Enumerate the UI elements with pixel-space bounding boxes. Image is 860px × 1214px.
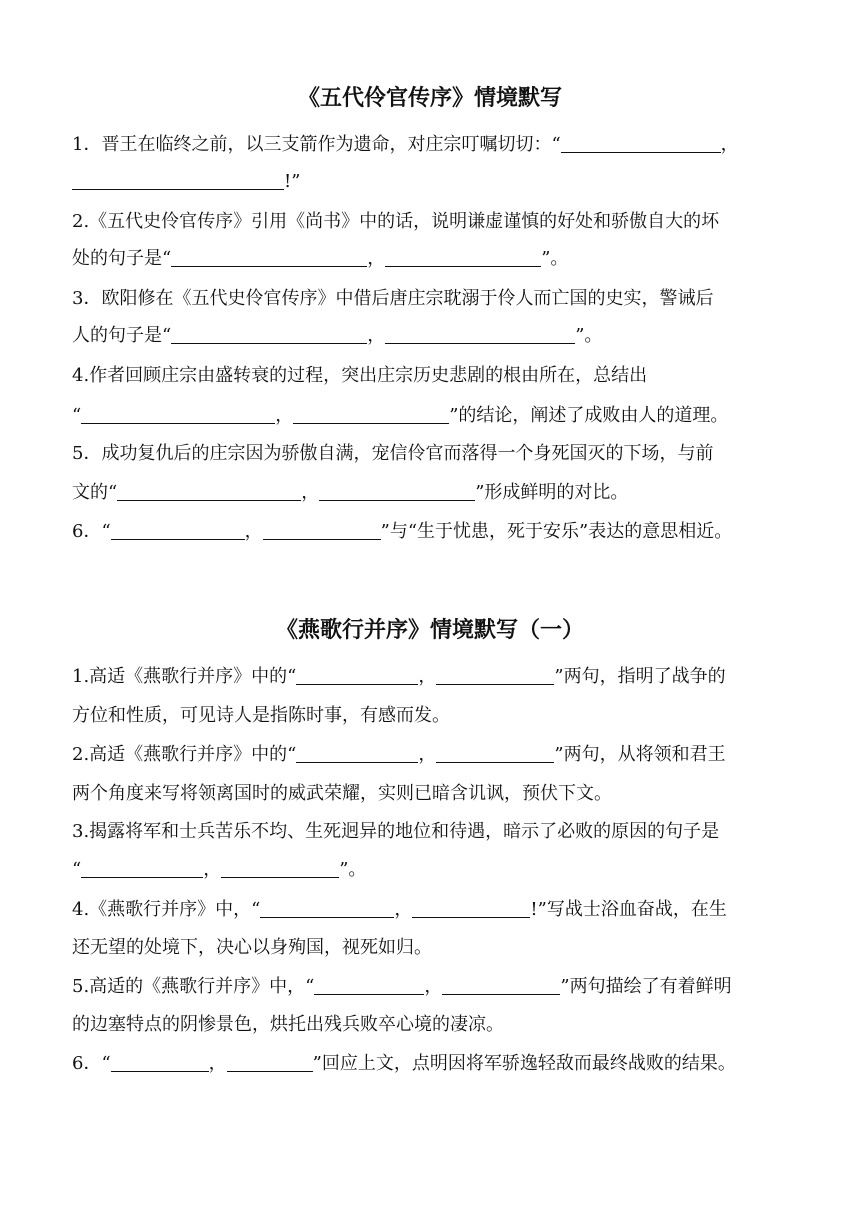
- answer-blank[interactable]: [221, 859, 339, 878]
- answer-blank[interactable]: [442, 976, 560, 995]
- q4-line1: 4.作者回顾庄宗由盛转衰的过程，突出庄宗历史悲剧的根由所在，总结出: [72, 365, 648, 386]
- q2-line1: 2.《五代史伶官传序》引用《尚书》中的话，说明谦虚谨慎的好处和骄傲自大的坏: [72, 211, 720, 232]
- answer-blank[interactable]: [117, 482, 301, 501]
- answer-blank[interactable]: [227, 1053, 313, 1072]
- answer-blank[interactable]: [561, 134, 721, 153]
- answer-blank[interactable]: [319, 482, 475, 501]
- worksheet-page: 《五代伶官传序》情境默写 1．晋王在临终之前，以三支箭作为遗命，对庄宗叮嘱切切：“ ， !” 2.《五代史伶官传序》引用《尚书》中的话，说明谦虚谨慎的好处和骄傲自大的坏 处的句子是“ ， ”。 3．欧阳修在《五代史伶官传序》中借后唐庄宗耽溺于伶人而亡国的史实，警诫后 人的句子是“ ， ”。 4.作者回顾庄宗由盛转衰的过程，突出庄宗历史悲剧的根由所在，总结出 “ ， ”的结论，阐述了成败由人的道理。 5．成功复仇后的庄宗因为骄傲自满，宠信伶官而落得一个身死国灭的下场，与前 文的“ ， ”形成鲜明的对比。 6．“ ， ”与“生于忧患，死于安乐”表达的意思相近。 《燕歌行并序》情境默写（一） 1.高适《燕歌行并序》中的“ ， ”两句，指明了战争的 方位和性质，可见诗人是指陈时事，有感而发。 2.高适《燕歌行并序》中的“ ， ”两句，从将领和君王 两个角度来写将领离国时的威武荣耀，实则已暗含讥讽，预伏下文。 3.揭露将军和士兵苦乐不均、生死迥异的地位和待遇，暗示了必败的原因的句子是 “ ， ”。 4.《燕歌行并序》中，“ ， !”写战士浴血奋战，在生 还无望的处境下，决心以身殉国，视死如归。 5.高适的《燕歌行并序》中，“ ， ”两句描绘了有着鲜明 的边塞特点的阴惨景色，烘托出残兵败卒心境的凄凉。 6．“ ， ”回应上文，点明因将军骄逸轻敌而最终战败的结果。: [0, 0, 860, 1214]
- section1-title: 《五代伶官传序》情境默写: [297, 86, 562, 111]
- answer-blank[interactable]: [81, 859, 203, 878]
- section2-title: 《燕歌行并序》情境默写（一）: [275, 618, 584, 643]
- answer-blank[interactable]: [72, 171, 284, 190]
- section2-q3-line1: 3.揭露将军和士兵苦乐不均、生死迥异的地位和待遇，暗示了必败的原因的句子是: [72, 821, 720, 842]
- answer-blank[interactable]: [81, 405, 275, 424]
- answer-blank[interactable]: [296, 666, 418, 685]
- answer-blank[interactable]: [412, 899, 530, 918]
- q3-line1: 3．欧阳修在《五代史伶官传序》中借后唐庄宗耽溺于伶人而亡国的史实，警诫后: [72, 288, 714, 309]
- answer-blank[interactable]: [171, 325, 367, 344]
- answer-blank[interactable]: [293, 405, 449, 424]
- answer-blank[interactable]: [263, 521, 381, 540]
- q5-line1: 5．成功复仇后的庄宗因为骄傲自满，宠信伶官而落得一个身死国灭的下场，与前: [72, 443, 714, 464]
- answer-blank[interactable]: [436, 744, 554, 763]
- answer-blank[interactable]: [296, 744, 418, 763]
- answer-blank[interactable]: [385, 325, 575, 344]
- q1-text: 1．晋王在临终之前，以三支箭作为遗命，对庄宗叮嘱切切：“: [72, 134, 561, 155]
- answer-blank[interactable]: [314, 976, 424, 995]
- answer-blank[interactable]: [260, 899, 394, 918]
- answer-blank[interactable]: [436, 666, 554, 685]
- answer-blank[interactable]: [171, 248, 367, 267]
- answer-blank[interactable]: [385, 248, 541, 267]
- answer-blank[interactable]: [111, 521, 245, 540]
- answer-blank[interactable]: [111, 1053, 209, 1072]
